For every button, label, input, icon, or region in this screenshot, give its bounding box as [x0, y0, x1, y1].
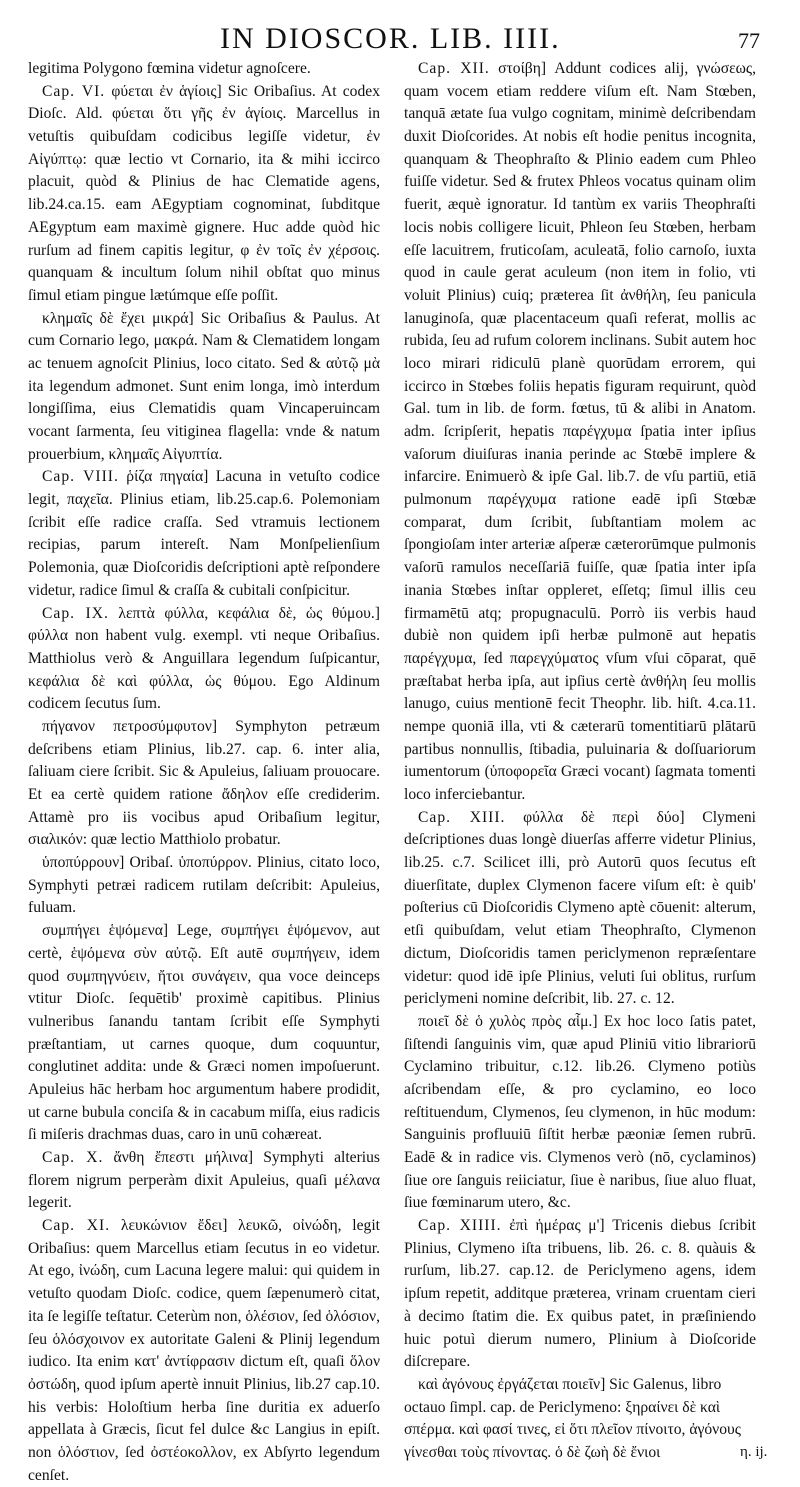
- chapter-label: Cap. VI.: [42, 82, 106, 100]
- page-header: [0, 18, 800, 58]
- chapter-label: Cap. XIIII.: [418, 1217, 502, 1235]
- right-column: [404, 58, 756, 1465]
- paragraph-text: ποιεῖ δὲ ὁ χυλὸς πρὸς αἷμ.] Ex hoc loco ſatis patet, ſiſtendi ſanguinis vim, quæ apud Pliniū vitio librariorū Cyclamino tribuitur, c.12. lib.26. Clymeno potiùs aſcribendam eſſe, & pro cyclamino, eo loco reſtituendum, Clymenos, ſeu clymenon, in hūc modum: Sanguinis profluuiū ſiſtit herbæ pæoniæ ſemen rubrū. Eadē & in radice vis. Clymenos verò (nō, cyclaminos) ſiue ore ſanguis reiiciatur, ſiue è naribus, ſiue aluo fluat, ſiue fœminarum utero, &c.: [404, 1012, 756, 1212]
- paragraph-text: legitima Polygono fœmina videtur agnoſcere.: [28, 60, 311, 77]
- paragraph-text: φύλλα δὲ περὶ δύο] Clymeni deſcriptiones duas longè diuerſas afferre videtur Plinius, lib.25. c.7. Scilicet illi, prò Autorū quos ſecutus eſt diuerſitate, duplex Clymenon facere viſum eſt: è quib' poſterius cū Dioſcoridis Clymeno aptè cōuenit: alterum, etſi quibuſdam, velut etiam Theophraſto, Clymenon dictum, Dioſcoridis tamen periclymenon repræſentare videtur: quod idē ipſe Plinius, veluti ſui oblitus, rurſum periclymeni nomine deſcribit, lib. 27. c. 12.: [404, 808, 757, 1008]
- left-column: [28, 58, 380, 1487]
- paragraph-text: λευκώνιον ἔδει] λευκῶ, οἰνώδη, legit Oribaſius: quem Marcellus etiam ſecutus in eo videtur. At ego, ἰνώδη, cum Lacuna legere malui: qui quidem in vetuſto quodam Dioſc. codice, quem ſæpenumerò citat, ita ſe legiſſe teſtatur. Ceterùm non, ὁλέσιον, ſed ὁλόσιον, ſeu ὁλόσχοινον ex autoritate Galeni & Plinij legendum iudico. Ita enim κατ' ἀντίφρασιν dictum eſt, quaſi ὅλον ὀστώδη, quod ipſum apertè innuit Plinius, lib.27 cap.10. his verbis: Holoſtium herba ſine duritia ex aduerſo appellata à Græcis, ſicut fel dulce &c Langius in epiſt. non ὁλόστιον, ſed ὀστέοκολλον, ex Abſyrto legendum cenſet.: [28, 1217, 380, 1484]
- paragraph: [404, 1215, 756, 1374]
- paragraph: [404, 1011, 756, 1215]
- paragraph: [404, 1374, 756, 1465]
- paragraph-text: φύεται ἐν ἁγίοις] Sic Oribaſius. At codex Dioſc. Ald. φύεται ὅτι γῆς ἐν ἁγίοις. Marcellus in vetuſtis quibuſdam codicibus legiſſe videtur, ἐν Αἰγύπτῳ: quæ lectio vt Cornario, ita & mihi iccirco placuit, quòd & Plinius de hac Clematide agens, lib.24.ca.15. eam AEgyptiam cognominat, ſubditque AEgyptum eam maximè gignere. Huc adde quòd hic rurſum ad finem capitis legitur, φ ἐν τοῖς ἐν χέρσοις. quanquam & incultum ſolum nihil obſtat quo minus ſimul etiam pingue lætúmque eſſe poſſit.: [28, 82, 380, 304]
- paragraph: [28, 58, 380, 81]
- paragraph: [28, 466, 380, 602]
- chapter-label: Cap. VIII.: [42, 468, 119, 486]
- paragraph: [28, 308, 380, 467]
- chapter-label: Cap. XII.: [418, 60, 490, 77]
- paragraph-text: πήγανον πετροσύμφυτον] Symphyton petræum deſcribens etiam Plinius, lib.27. cap. 6. inter alia, ſaliuam ciere ſcribit. Sic & Apuleius, ſaliuam prouocare. Et ea certè quidem ratione ἄδηλον eſſe crediderim. Attamè pro iis vocibus apud Oribaſium legitur, σιαλικόν: quæ lectio Matthiolo probatur.: [28, 717, 380, 849]
- paragraph-text: ὑποπύρρουν] Oribaſ. ὑποπύρρον. Plinius, citato loco, Symphyti petræi radicem rutilam deſcribit: Apuleius, fuluam.: [28, 854, 380, 917]
- paragraph: [28, 603, 380, 716]
- running-title: IN DIOSCOR. LIB. IIII.: [220, 22, 561, 55]
- paragraph: [28, 1147, 380, 1215]
- paragraph-text: κλημαῖς δὲ ἔχει μικρά] Sic Oribaſius & Paulus. At cum Cornario lego, μακρά. Nam & Clematidem longam ac tenuem agnoſcit Plinius, loco citato. Sed & αὐτῷ μὰ ita legendum admonet. Sunt enim longa, imò interdum longiſſima, eius Clematidis quam Vincaperuincam vocant ſarmenta, ſeu vitiginea flagella: vnde & natum prouerbium, κλημαῖς Αἰγυπτία.: [28, 309, 380, 463]
- signature-mark: η. ij.: [740, 1444, 768, 1460]
- paragraph-text: ἐπὶ ἡμέρας μ'] Tricenis diebus ſcribit Plinius, Clymeno iſta tribuens, lib. 26. c. 8. quàuis & rurſum, lib.27. cap.12. de Periclymeno agens, idem ipſum repetit, additque præterea, vrinam cruentam cieri à decimo ſtatim die. Ex quibus patet, in præſiniendo huic potuì dierum numero, Plinium à Dioſcoride diſcrepare.: [404, 1217, 756, 1371]
- page-number: 77: [738, 28, 760, 53]
- paragraph: [28, 716, 380, 852]
- paragraph-text: ῥίζα πηγαία] Lacuna in vetuſto codice legit, παχεῖα. Plinius etiam, lib.25.cap.6. Polemoniam ſcribit eſſe radice craſſa. Sed vtramuis lectionem recipias, parum intereſt. Nam Monſpelienſium Polemonia, quæ Dioſcoridis deſcriptioni aptè reſpondere videtur, radice ſimul & craſſa & cubitali conſpicitur.: [28, 468, 380, 599]
- chapter-label: Cap. XI.: [42, 1217, 111, 1235]
- chapter-label: Cap. X.: [42, 1149, 104, 1166]
- paragraph-text: καὶ ἀγόνους ἐργάζεται ποιεῖν] Sic Galenus, libro octauo ſimpl. cap. de Periclymeno: ξηραίνει δὲ καὶ σπέρμα. καὶ φασί τινες, εἰ ὅτι πλεῖον πίνοιτο, ἀγόνους γίνεσθαι τοὺς πίνοντας. ὁ δὲ ζωὴ δὲ ἔνιοι: [404, 1375, 741, 1461]
- paragraph-text: λεπτὰ φύλλα, κεφάλια δὲ, ὡς θύμου.] φύλλα non habent vulg. exempl. vti neque Oribaſius. Matthiolus verò & Anguillara legendum ſuſpicantur, κεφάλια δὲ καὶ φύλλα, ὡς θύμου. Ego Aldinum codicem ſecutus ſum.: [28, 604, 380, 713]
- paragraph: [28, 920, 380, 1147]
- paragraph-text: στοίβη] Addunt codices alij, γνώσεως, quam vocem etiam reddere viſum eſt. Nam Stœben, tanquā ætate ſua vulgo cognitam, minimè deſcribendam duxit Dioſcorides. At nobis eſt hodie penitus incognita, quanquam & Theophraſto & Plinio eadem cum Phleo fuiſſe videtur. Sed & frutex Phleos vocatus quinam olim fuerit, æquè ignoratur. Id tantùm ex variis Theophraſti locis nobis colligere licuit, Phleon ſeu Stœben, herbam eſſe lacuitrem, fruticoſam, aculeatā, folio carnoſo, iuxta quod in caule gerat aculeum (non item in folio, vti voluit Plinius) cuiq; præterea ſit ἀνθήλη, ſeu panicula lanuginoſa, quæ placentaceum quaſi referat, mollis ac rubida, ſeu ad rufum colorem inclinans. Subit autem hoc loco mirari ridiculū planè quorūdam errorem, qui iccirco in Stœbes foliis hepatis figuram requirunt, quòd Gal. tum in lib. de form. fœtus, tū & alibi in Anatom. adm. ſcripſerit, hepatis παρέγχυμα ſpatia inter ipſius vaſorum diuiſuras inania perinde ac Stœbē implere & infarcire. Enimuerò & ipſe Gal. lib.7. de vſu partiū, etiā pulmonum παρέγχυμα ratione eadē ipſi Stœbæ comparat, dum ſcribit, ſubſtantiam molem ac ſpongioſam inter arteriæ aſperæ cæterorūmque pulmonis vaſorū ramulos neceſſariā fuiſſe, quæ ſpatia inter ipſa inania Stœbes inſtar oppleret, eſſetq; ſimul illis ceu firmamētū atq; propugnaculū. Porrò iis verbis haud dubiè non quidem ipſi herbæ pulmonē aut hepatis παρέγχυμα, ſed παρεγχύματος vſum vſui cōparat, quē præſtabat herba ipſa, aut ipſius certè ἀνθήλη ſeu mollis lanugo, cuius mentionē fecit Theophr. lib. hiſt. 4.ca.11. nempe quoniā illa, vti & cæterarū tomentitiarū plātarū partibus nonnullis, ſtibadia, puluinaria & doſſuariorum iumentorum (ὑποφορεῖα Græci vocant) ſagmata tomenti loco inferciebantur.: [404, 60, 756, 803]
- paragraph: [404, 58, 756, 807]
- paragraph: [404, 807, 756, 1011]
- paragraph: [28, 852, 380, 920]
- paragraph: [28, 81, 380, 308]
- paragraph-text: συμπήγει ἑψόμενα] Lege, συμπήγει ἑψόμενον, aut certè, ἑψόμενα σὺν αὐτῷ. Eſt autē συμπήγειν, idem quod συμπηγνύειν, ἤτοι συνάγειν, qua voce deinceps vtitur Dioſc. ſequētib' proximè capitibus. Plinius vulneribus ſanandu tantam ſcribit eſſe Symphyti præſtantiam, ut carnes quoque, dum coquuntur, conglutinet addita: unde & Græci nomen impoſuerunt. Apuleius hāc herbam hoc argumentum habere prodidit, ut carne bubula conciſa & in cacabum miſſa, eius radicis ſi miſeris drachmas duas, caro in unū cohæreat.: [28, 922, 380, 1144]
- paragraph: [28, 1215, 380, 1487]
- chapter-label: Cap. IX.: [42, 604, 109, 622]
- paragraph-text: ἄνθη ἔπεστι μήλινα] Symphyti alterius florem nigrum perperàm dixit Apuleius, quaſi μέλανα legerit.: [28, 1149, 380, 1212]
- chapter-label: Cap. XIII.: [418, 808, 506, 826]
